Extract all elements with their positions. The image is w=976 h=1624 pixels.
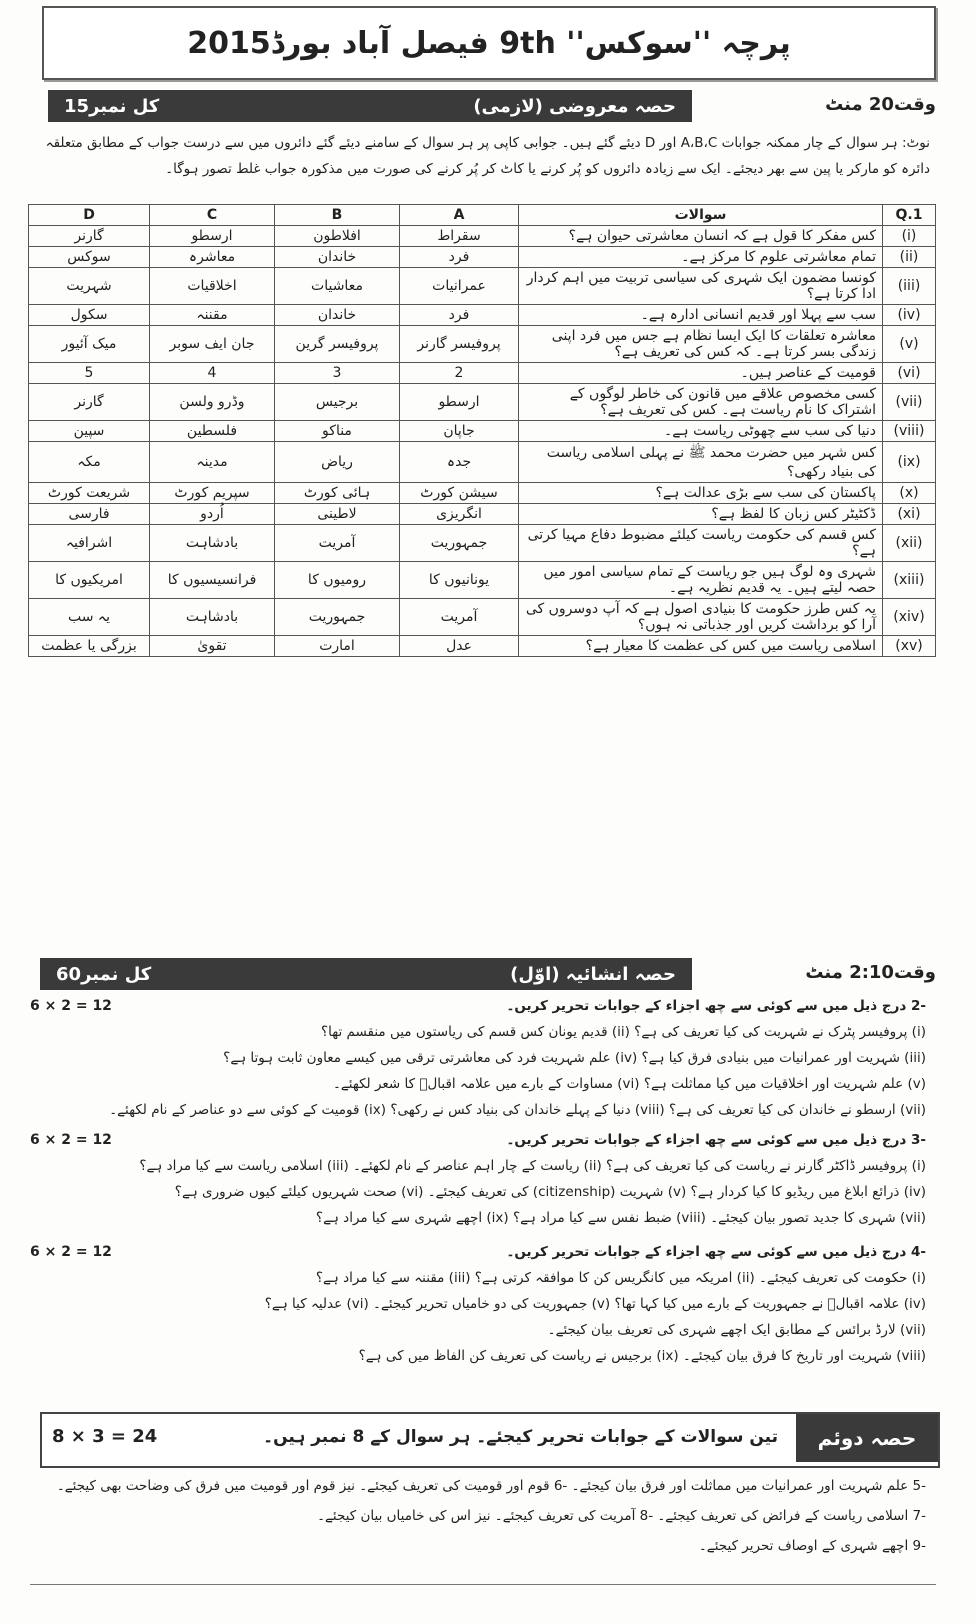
table-row — [29, 421, 936, 442]
question-number: (xi) — [883, 504, 936, 525]
col-q-header: Q.1 — [883, 205, 936, 226]
table-row — [29, 504, 936, 525]
question-text: معاشرہ تعلقات کا ایک ایسا نظام ہے جس میں فرد اپنی زندگی بسر کرتا ہے۔ کہ کس کی تعریف ہے؟ — [519, 326, 883, 363]
option-a: انگریزی — [400, 504, 519, 525]
option-b: افلاطون — [275, 226, 400, 247]
option-a: ارسطو — [400, 384, 519, 421]
option-a: جاپان — [400, 421, 519, 442]
table-row — [29, 562, 936, 599]
q3-line: (i) پروفیسر ڈاکٹر گارنر نے ریاست کی کیا تعریف کی ہے؟ (ii) ریاست کے چار اہم عناصر کے نام لکھئے۔ (iii) اسلامی ریاست سے کیا مراد ہے؟ — [139, 1158, 926, 1174]
question-text: کس مفکر کا قول ہے کہ انسان معاشرتی حیوان ہے؟ — [519, 226, 883, 247]
option-a: عمرانیات — [400, 268, 519, 305]
table-row — [29, 483, 936, 504]
col-d-header: D — [29, 205, 150, 226]
question-text: سب سے پہلا اور قدیم انسانی ادارہ ہے۔ — [519, 305, 883, 326]
option-a: فرد — [400, 305, 519, 326]
subjective-total-marks: کل نمبر60 — [56, 963, 152, 985]
table-row — [29, 326, 936, 363]
table-row — [29, 363, 936, 384]
q3-line: (iv) ذرائع ابلاغ میں ریڈیو کا کیا کردار ہے؟ (v) شہریت (citizenship) کی تعریف کیجئے۔ (vi) صحت شہریوں کیلئے کیوں ضروری ہے؟ — [174, 1184, 926, 1200]
section2-line: -5 علم شہریت اور عمرانیات میں مماثلت اور فرق بیان کیجئے۔ -6 قوم اور قومیت کی تعریف کیجئے۔ نیز قوم اور قومیت میں فرق کی وضاحت بھی کیجئے۔ — [56, 1478, 926, 1494]
question-number: (v) — [883, 326, 936, 363]
option-b: برجیس — [275, 384, 400, 421]
option-b: لاطینی — [275, 504, 400, 525]
col-c-header: C — [150, 205, 275, 226]
option-d: مکہ — [29, 442, 150, 483]
option-d: شہریت — [29, 268, 150, 305]
q2-marks: 6 × 2 = 12 — [30, 998, 112, 1014]
section2-instruction: تین سوالات کے جوابات تحریر کیجئے۔ ہر سوال کے 8 نمبر ہیں۔ — [263, 1427, 778, 1447]
question-number: (ix) — [883, 442, 936, 483]
option-d: یہ سب — [29, 599, 150, 636]
option-d: سکول — [29, 305, 150, 326]
table-row — [29, 268, 936, 305]
option-c: تقویٰ — [150, 636, 275, 657]
question-number: (viii) — [883, 421, 936, 442]
question-number: (x) — [883, 483, 936, 504]
subjective-bar — [40, 958, 692, 990]
option-c: اُردو — [150, 504, 275, 525]
option-d: سوکس — [29, 247, 150, 268]
section2-line: -9 اچھے شہری کے اوصاف تحریر کیجئے۔ — [698, 1538, 926, 1554]
option-b: 3 — [275, 363, 400, 384]
option-d: اشرافیہ — [29, 525, 150, 562]
table-row — [29, 525, 936, 562]
table-row — [29, 442, 936, 483]
option-b: ہائی کورٹ — [275, 483, 400, 504]
q4-marks: 6 × 2 = 12 — [30, 1244, 112, 1260]
q3-line: (vii) شہری کا جدید تصور بیان کیجئے۔ (viii) ضبط نفس سے کیا مراد ہے؟ (ix) اچھے شہری سے کیا مراد ہے؟ — [315, 1210, 926, 1226]
option-c: بادشاہت — [150, 599, 275, 636]
question-text: کس قسم کی حکومت ریاست کیلئے مضبوط دفاع مہیا کرتی ہے؟ — [519, 525, 883, 562]
option-b: ریاض — [275, 442, 400, 483]
option-b: رومیوں کا — [275, 562, 400, 599]
question-number: (xv) — [883, 636, 936, 657]
objective-bar — [48, 90, 692, 122]
option-a: فرد — [400, 247, 519, 268]
question-text: قومیت کے عناصر ہیں۔ — [519, 363, 883, 384]
q4-line: (i) حکومت کی تعریف کیجئے۔ (ii) امریکہ میں کانگریس کن کا موافقہ کرتی ہے؟ (iii) مقننہ سے کیا مراد ہے؟ — [315, 1270, 926, 1286]
option-b: امارت — [275, 636, 400, 657]
question-number: (i) — [883, 226, 936, 247]
question-text: تمام معاشرتی علوم کا مرکز ہے۔ — [519, 247, 883, 268]
table-row — [29, 226, 936, 247]
subjective-time: وقت2:10 منٹ — [805, 962, 936, 983]
question-number: (vi) — [883, 363, 936, 384]
option-a: پروفیسر گارنر — [400, 326, 519, 363]
q4-line: (iv) علامہ اقبالؒ نے جمہوریت کے بارے میں کیا کہا تھا؟ (v) جمہوریت کی دو خامیاں تحریر کیجئے۔ (vi) عدلیہ کیا ہے؟ — [264, 1296, 926, 1312]
option-b: پروفیسر گرین — [275, 326, 400, 363]
question-number: (ii) — [883, 247, 936, 268]
question-number: (iv) — [883, 305, 936, 326]
option-a: آمریت — [400, 599, 519, 636]
option-b: مناکو — [275, 421, 400, 442]
option-c: 4 — [150, 363, 275, 384]
section2-box — [40, 1412, 940, 1468]
objective-total-marks: کل نمبر15 — [64, 95, 160, 117]
question-number: (xiii) — [883, 562, 936, 599]
objective-time: وقت20 منٹ — [825, 94, 936, 115]
subjective-title: حصہ انشائیہ (اوّل) — [510, 963, 676, 985]
table-row — [29, 305, 936, 326]
objective-table — [28, 204, 936, 657]
question-text: اسلامی ریاست میں کس کی عظمت کا معیار ہے؟ — [519, 636, 883, 657]
col-b-header: B — [275, 205, 400, 226]
option-d: گارنر — [29, 384, 150, 421]
option-b: جمہوریت — [275, 599, 400, 636]
section2-line: -7 اسلامی ریاست کے فرائض کی تعریف کیجئے۔ -8 آمریت کی تعریف کیجئے۔ نیز اس کی خامیاں بیان کیجئے۔ — [317, 1508, 926, 1524]
option-b: معاشیات — [275, 268, 400, 305]
option-a: عدل — [400, 636, 519, 657]
q2-line: (v) علم شہریت اور اخلاقیات میں کیا مماثلت ہے؟ (vi) مساوات کے بارے میں علامہ اقبالؒ کا شعر لکھئے۔ — [332, 1076, 926, 1092]
option-c: جان ایف سوبر — [150, 326, 275, 363]
option-a: جدہ — [400, 442, 519, 483]
option-c: سپریم کورٹ — [150, 483, 275, 504]
option-a: یونانیوں کا — [400, 562, 519, 599]
question-number: (iii) — [883, 268, 936, 305]
option-a: سقراط — [400, 226, 519, 247]
question-text: کس شہر میں حضرت محمد ﷺ نے پہلی اسلامی ریاست کی بنیاد رکھی؟ — [519, 442, 883, 483]
option-c: بادشاہت — [150, 525, 275, 562]
option-d: گارنر — [29, 226, 150, 247]
option-d: امریکیوں کا — [29, 562, 150, 599]
option-b: خاندان — [275, 247, 400, 268]
q4-instruction: -4 درج ذیل میں سے کوئی سے چھ اجزاء کے جوابات تحریر کریں۔ — [506, 1244, 926, 1260]
option-a: 2 — [400, 363, 519, 384]
question-text: شہری وہ لوگ ہیں جو ریاست کے تمام سیاسی امور میں حصہ لیتے ہیں۔ یہ قدیم نظریہ ہے۔ — [519, 562, 883, 599]
option-d: شریعت کورٹ — [29, 483, 150, 504]
option-c: مدینہ — [150, 442, 275, 483]
option-c: معاشرہ — [150, 247, 275, 268]
option-c: وڈرو ولسن — [150, 384, 275, 421]
q2-instruction: -2 درج ذیل میں سے کوئی سے چھ اجزاء کے جوابات تحریر کریں۔ — [506, 998, 926, 1014]
option-b: آمریت — [275, 525, 400, 562]
objective-note: نوٹ: ہر سوال کے چار ممکنہ جوابات A،B،C اور D دیئے گئے ہیں۔ جوابی کاپی پر ہر سوال کے سامنے دیئے گئے دائروں میں سے درست جواب کے مطابق متعلقہ دائرہ کو مارکر یا پین سے بھر دیجئے۔ ایک سے زیادہ دائروں کو پُر کرنے یا کاٹ کر پُر کرنے کی صورت میں مذکورہ جواب غلط تصور ہوگا۔ — [45, 135, 930, 177]
table-row — [29, 384, 936, 421]
option-c: اخلاقیات — [150, 268, 275, 305]
question-text: کسی مخصوص علاقے میں قانون کی خاطر لوگوں کے اشتراک کا نام ریاست ہے۔ کس کی تعریف ہے؟ — [519, 384, 883, 421]
q3-marks: 6 × 2 = 12 — [30, 1132, 112, 1148]
option-d: بزرگی یا عظمت — [29, 636, 150, 657]
q2-line: (vii) ارسطو نے خاندان کی کیا تعریف کی ہے؟ (viii) دنیا کے پہلے خاندان کی بنیاد کس نے رکھی؟ (ix) قومیت کے کوئی سے دو عناصر کے نام لکھئے۔ — [109, 1102, 926, 1118]
objective-table-body — [29, 226, 936, 657]
question-text: یہ کس طرز حکومت کا بنیادی اصول ہے کہ آپ دوسروں کی آرا کو برداشت کریں اور جذباتی نہ ہوں؟ — [519, 599, 883, 636]
q4-line: (vii) لارڈ برائس کے مطابق ایک اچھے شہری کی تعریف بیان کیجئے۔ — [547, 1322, 926, 1338]
objective-title: حصہ معروضی (لازمی) — [473, 95, 676, 117]
option-d: فارسی — [29, 504, 150, 525]
paper-title: پرچہ ''سوکس'' 9th فیصل آباد بورڈ2015 — [42, 6, 936, 80]
col-questions-header: سوالات — [519, 205, 883, 226]
option-d: میک آئیور — [29, 326, 150, 363]
section2-label: حصہ دوئم — [796, 1414, 938, 1462]
question-number: (xiv) — [883, 599, 936, 636]
option-b: خاندان — [275, 305, 400, 326]
option-a: جمہوریت — [400, 525, 519, 562]
table-header-row — [29, 205, 936, 226]
table-row — [29, 247, 936, 268]
option-c: فلسطین — [150, 421, 275, 442]
col-a-header: A — [400, 205, 519, 226]
table-row — [29, 636, 936, 657]
table-row — [29, 599, 936, 636]
option-c: فرانسیسیوں کا — [150, 562, 275, 599]
q4-line: (viii) شہریت اور تاریخ کا فرق بیان کیجئے۔ (ix) برجیس نے ریاست کی تعریف کن الفاظ میں کی ہے؟ — [358, 1348, 926, 1364]
question-text: ڈکٹیٹر کس زبان کا لفظ ہے؟ — [519, 504, 883, 525]
option-c: مقننہ — [150, 305, 275, 326]
option-a: سیشن کورٹ — [400, 483, 519, 504]
q2-line: (iii) شہریت اور عمرانیات میں بنیادی فرق کیا ہے؟ (iv) علم شہریت فرد کی معاشرتی ترقی میں کیسے معاون ثابت ہوتا ہے؟ — [223, 1050, 926, 1066]
option-d: 5 — [29, 363, 150, 384]
option-d: سپین — [29, 421, 150, 442]
question-number: (vii) — [883, 384, 936, 421]
q2-line: (i) پروفیسر پٹرک نے شہریت کی کیا تعریف کی ہے؟ (ii) قدیم یونان کس قسم کی ریاستوں میں منقسم تھا؟ — [320, 1024, 926, 1040]
option-c: ارسطو — [150, 226, 275, 247]
bottom-divider — [30, 1584, 936, 1585]
q3-instruction: -3 درج ذیل میں سے کوئی سے چھ اجزاء کے جوابات تحریر کریں۔ — [506, 1132, 926, 1148]
section2-marks: 8 × 3 = 24 — [52, 1426, 158, 1447]
question-number: (xii) — [883, 525, 936, 562]
question-text: پاکستان کی سب سے بڑی عدالت ہے؟ — [519, 483, 883, 504]
question-text: دنیا کی سب سے چھوٹی ریاست ہے۔ — [519, 421, 883, 442]
question-text: کونسا مضمون ایک شہری کی سیاسی تربیت میں اہم کردار ادا کرتا ہے؟ — [519, 268, 883, 305]
